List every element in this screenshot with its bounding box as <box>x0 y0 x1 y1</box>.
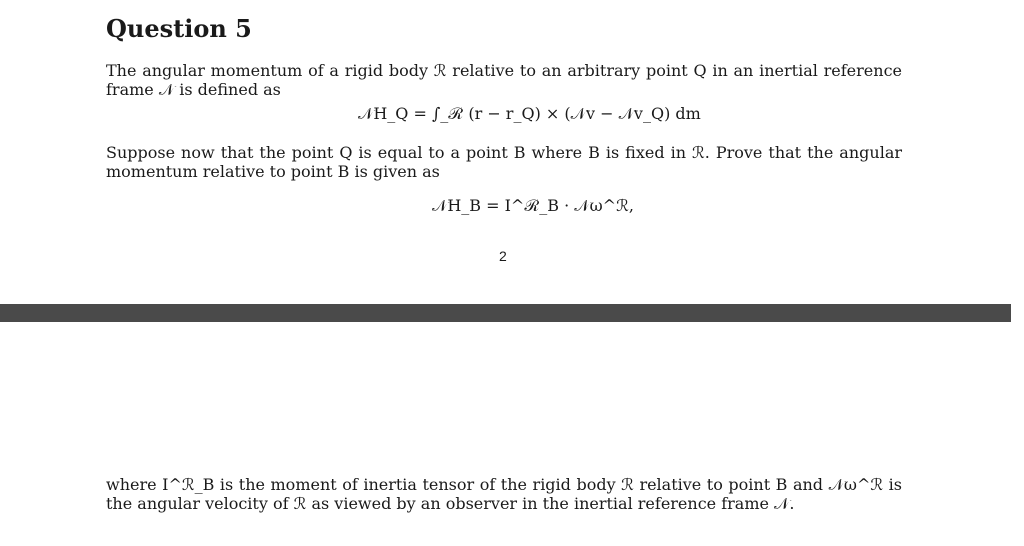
paragraph-suppose <box>106 143 902 181</box>
document-page-2 <box>0 322 1011 546</box>
paragraph-where-text: where I^ℛ_B is the moment of inertia tensor of the rigid body ℛ relative to point B and 𝒩ω^ℛ is the angular velocity of ℛ as viewed by an observer in the inertial reference frame 𝒩. <box>106 475 902 513</box>
right-gutter <box>1011 0 1024 546</box>
equation-angular-momentum <box>358 104 701 124</box>
equation-angular-momentum-text: 𝒩H_Q = ∫_ℛ (r − r_Q) × (𝒩v − 𝒩v_Q) dm <box>358 104 701 123</box>
equation-result <box>432 196 634 216</box>
paragraph-definition-text: The angular momentum of a rigid body ℛ relative to an arbitrary point Q in an inertial reference frame 𝒩 is defined as <box>106 61 902 99</box>
paragraph-definition <box>106 61 902 99</box>
question-title: Question 5 <box>106 14 252 43</box>
page-separator <box>0 304 1024 322</box>
paragraph-suppose-text: Suppose now that the point Q is equal to a point B where B is fixed in ℛ. Prove that the angular momentum relative to point B is given as <box>106 143 902 181</box>
page-number: 2 <box>499 248 507 264</box>
paragraph-where <box>106 475 902 513</box>
equation-result-text: 𝒩H_B = I^ℛ_B · 𝒩ω^ℛ, <box>432 196 634 215</box>
